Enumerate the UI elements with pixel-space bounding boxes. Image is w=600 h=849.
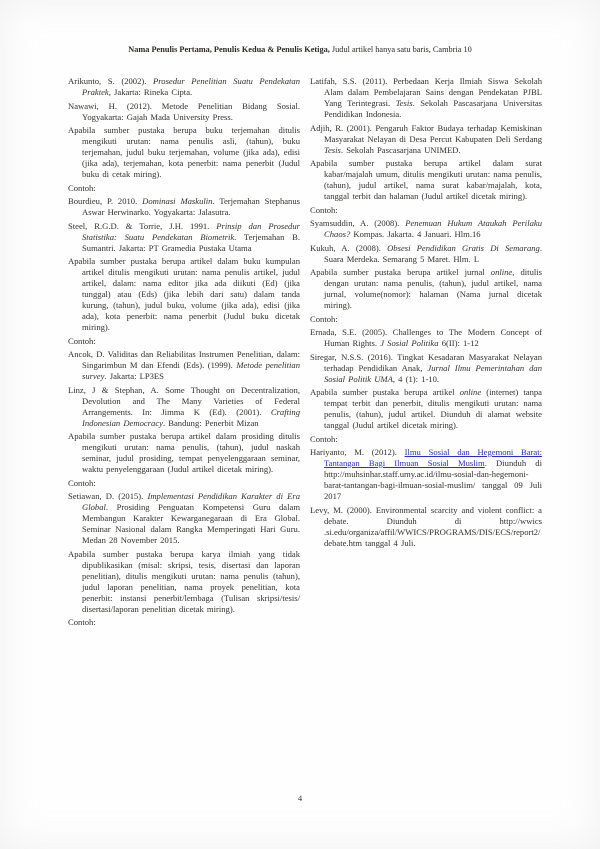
text-segment: 6(II): 1-12 xyxy=(438,338,479,348)
instruction-paragraph xyxy=(310,158,542,202)
italic-text: Crafting Indonesian Democracy xyxy=(82,406,300,428)
instruction-paragraph xyxy=(68,256,300,333)
text-segment: Kukuh, A. (2008). xyxy=(310,242,388,253)
text-segment: Apabila sumber pustaka berupa artikel xyxy=(310,387,460,397)
instruction-paragraph xyxy=(68,125,300,180)
text-segment: Apabila sumber pustaka berupa buku terjemahan ditulis mengikuti urutan: nama penulis asli, (tahun), buku terjemahan, judul buku terjemahan, volume (jika ada), edisi (jika ada), terjemahan, kota penerbit: nama penerbit (Judul buku di cetak miring). xyxy=(68,125,300,179)
header-author-names: Nama Penulis Pertama, Penulis Kedua & Penulis Ketiga, xyxy=(128,45,330,54)
text-segment: Nawawi, H. (2012). Metode Penelitian Bidang Sosial. Yogyakarta: Gajah Mada University Press. xyxy=(68,100,300,122)
reference-entry xyxy=(310,447,542,502)
text-segment: Apabila sumber pustaka berupa karya ilmiah yang tidak dipublikasikan (misal: skripsi, tesis, disertasi dan laporan penelitian), ditulis mengikuti urutan: nama penulis (tahun), judul laporan penelitian, nama proyek penelitian, kota penerbit: instansi penerbit/lembaga (Tulisan skripsi/tesis/ disertasi/laporan penelitian dicetak miring). xyxy=(68,548,300,614)
italic-text: Dominasi Maskulin xyxy=(142,196,213,206)
page-number: 4 xyxy=(297,793,303,803)
italic-text: Prinsip dan Prosedur Statistika: Suatu Pendekatan Biometrik xyxy=(82,220,300,242)
text-segment: . Suara Merdeka. Semarang 5 Maret. Hlm. L xyxy=(324,242,542,264)
text-segment: . Prosiding Penguatan Kompetensi Guru dalam Membangun Karakter Kewarganegaraan di Era Global. Seminar Nasional dalam Rangka Memperingati Hari Guru. Medan 28 November 2015. xyxy=(82,502,300,545)
example-label xyxy=(310,205,542,216)
example-label xyxy=(68,617,300,628)
text-segment: Apabila sumber pustaka berupa artikel dalam prosiding ditulis mengikuti urutan: nama penulis, (tahun), judul naskah seminar, judul prosiding, tempat penyelenggaraan seminar, waktu penyelenggaraan (Judul artikel dicetak miring). xyxy=(68,431,300,474)
text-segment: . Diunduh di http://muhsinhar.staff.umy.ac.id/ilmu-sosial-dan-hegemoni-barat-tantangan-bagi-ilmuan-sosial-muslim/ tanggal 09 Juli 2017 xyxy=(324,458,542,501)
text-segment: Hariyanto, M. (2012). xyxy=(310,447,405,457)
text-segment: Bourdieu, P. 2010. xyxy=(68,196,143,206)
text-segment: Contoh: xyxy=(68,477,96,488)
italic-text: Tesis xyxy=(395,98,413,108)
instruction-paragraph xyxy=(68,431,300,475)
content-columns xyxy=(68,76,542,631)
instruction-paragraph xyxy=(68,549,300,615)
reference-entry xyxy=(68,76,300,98)
text-segment: Arikunto, S. (2002). xyxy=(68,76,154,86)
text-segment: (internet) tanpa tempat terbit dan penerbit, ditulis mengikuti urutan: nama penulis, (tahun), judul artikel. Diunduh di alamat website tanggal (Judul artikel dicetak miring). xyxy=(324,387,542,430)
text-segment: Levy, M. (2000). Environmental scarcity and violent conflict: a debate. Diunduh di http://wwics .si.edu/organiza/affil/WWICS/PROGRAMS/DIS/ECS/report2/debate.htm tanggal 4 Juli. xyxy=(310,504,542,548)
reference-entry xyxy=(310,243,542,265)
reference-entry xyxy=(310,76,542,120)
text-segment: Latifah, S.S. (2011). Perbedaan Kerja Ilmiah Siswa Sekolah Alam dalam Pembelajaran Sains dengan Pendekatan PJBL Yang Terintegrasi. xyxy=(310,76,542,108)
text-segment: Syamsuddin, A. (2008). xyxy=(310,218,406,228)
text-segment: Contoh: xyxy=(310,433,338,444)
text-segment: . Sekolah Pascasarjana UNIMED. xyxy=(340,144,461,155)
italic-text: Penemuan Hukum Ataukah Perilaku Chaos? xyxy=(324,218,542,239)
italic-text: J Sosial Politika xyxy=(380,338,439,348)
example-label xyxy=(68,183,300,194)
italic-text: Prosedur Penelitian Suatu Pendekatan Praktek xyxy=(82,76,300,97)
reference-entry xyxy=(310,505,542,549)
left-column xyxy=(68,76,300,631)
text-segment: Linz, J & Stephan, A. Some Thought on Decentralization, Devolution and The Many Varieties of Federal Arrangements. In: Jimma K (Ed). (2001). xyxy=(68,384,300,417)
text-segment: Apabila sumber pustaka berupa artikel dalam buku kumpulan artikel ditulis mengikuti urutan: nama penulis artikel, judul artikel, dalam: nama editor jika ada diikuti (Ed) (jika tunggal) atau (Eds) (jika lebih dari satu) dalam tanda kurung, (tahun), judul buku, volume (jika ada), edisi (jika ada), kota penerbit: nama penerbit (Judul buku dicetak miring). xyxy=(68,256,300,332)
italic-text: online xyxy=(490,267,513,277)
text-segment: Contoh: xyxy=(310,204,338,215)
text-segment: , Jakarta: Rineka Cipta. xyxy=(108,87,193,97)
italic-text: Tesis xyxy=(324,144,341,155)
reference-entry xyxy=(68,101,300,123)
reference-hyperlink[interactable]: Ilmu Sosial dan Hegemoni Barat: Tantangan Bagi Ilmuan Sosial Muslim xyxy=(324,447,542,468)
text-segment: . Sekolah Pascasarjana Universitas Pendidikan Indonesia. xyxy=(324,98,542,119)
text-segment: . Jakarta: LP3ES xyxy=(104,371,164,381)
instruction-paragraph xyxy=(310,387,542,431)
running-header xyxy=(30,44,570,55)
reference-entry xyxy=(68,349,300,382)
text-segment: Contoh: xyxy=(68,617,96,627)
text-segment: Apabila sumber pustaka berupa artikel dalam surat kabar/majalah umum, ditulis mengikuti urutan: nama penulis, (tahun), judul artikel, nama surat kabar/majalah, kota, tanggal terbit dan halaman (Judul artikel dicetak miring). xyxy=(310,158,542,201)
text-segment: Adjih, R. (2001). Pengaruh Faktor Budaya terhadap Kemiskinan Masyarakat Nelayan di Desa Percut Kabupaten Deli Serdang xyxy=(310,122,542,144)
text-segment: . Terjemahan Stephanus Aswar Herwinarko. Yogyakarta: Jalasutra. xyxy=(82,196,300,217)
text-segment: Contoh: xyxy=(68,182,96,193)
text-segment: . Bandung: Penerbit Mizan xyxy=(162,417,259,428)
example-label xyxy=(68,478,300,489)
text-segment: Contoh: xyxy=(68,335,96,346)
text-segment: , ditulis dengan urutan: nama penulis, (tahun), judul artikel, nama jurnal, volume(nomor): halaman (Nama jurnal dicetak miring). xyxy=(324,267,542,310)
text-segment: Siregar, N.S.S. (2016). Tingkat Kesadaran Masyarakat Nelayan terhadap Pendidikan Anak, xyxy=(310,351,542,373)
italic-text: Jurnal Ilmu Pemerintahan dan Sosial Politik UMA xyxy=(324,362,543,384)
text-segment: Steel, R.G.D. & Torrie, J.H. 1991. xyxy=(68,220,217,231)
reference-entry xyxy=(310,327,542,349)
italic-text: Obsesi Pendidikan Gratis Di Semarang xyxy=(387,242,540,253)
example-label xyxy=(68,336,300,347)
italic-text: Metode penelitian survey xyxy=(82,360,300,381)
example-label xyxy=(310,434,542,445)
example-label xyxy=(310,314,542,325)
reference-entry xyxy=(68,196,300,218)
header-note: Judul artikel hanya satu baris, Cambria 10 xyxy=(329,45,472,54)
italic-text: Implementasi Pendidikan Karakter di Era Global xyxy=(82,491,301,512)
reference-entry xyxy=(68,491,300,546)
reference-entry xyxy=(68,221,300,254)
text-segment: Ernada, S.E. (2005). Challenges to The Modern Concept of Human Rights. xyxy=(310,327,542,348)
text-segment: . Terjemahan B. Sumantri. Jakarta: PT Gramedia Pustaka Utama xyxy=(82,231,301,253)
reference-entry xyxy=(68,385,300,429)
reference-entry xyxy=(310,218,542,240)
right-column xyxy=(310,76,542,631)
text-segment: Kompas. Jakarta. 4 Januari. Hlm.16 xyxy=(350,229,481,239)
instruction-paragraph xyxy=(310,267,542,311)
text-segment: Ancok, D. Validitas dan Reliabilitas Instrumen Penelitian, dalam: Singarimbun M dan Efendi (Eds). (1999). xyxy=(68,349,300,370)
text-segment: , 4 (1): 1-10. xyxy=(392,373,440,384)
reference-entry xyxy=(310,352,542,385)
italic-text: online xyxy=(459,387,482,397)
text-segment: Setiawan, D. (2015). xyxy=(68,491,148,501)
reference-entry xyxy=(310,123,542,156)
text-segment: Contoh: xyxy=(310,313,338,324)
text-segment: Apabila sumber pustaka berupa artikel jurnal xyxy=(310,267,491,277)
